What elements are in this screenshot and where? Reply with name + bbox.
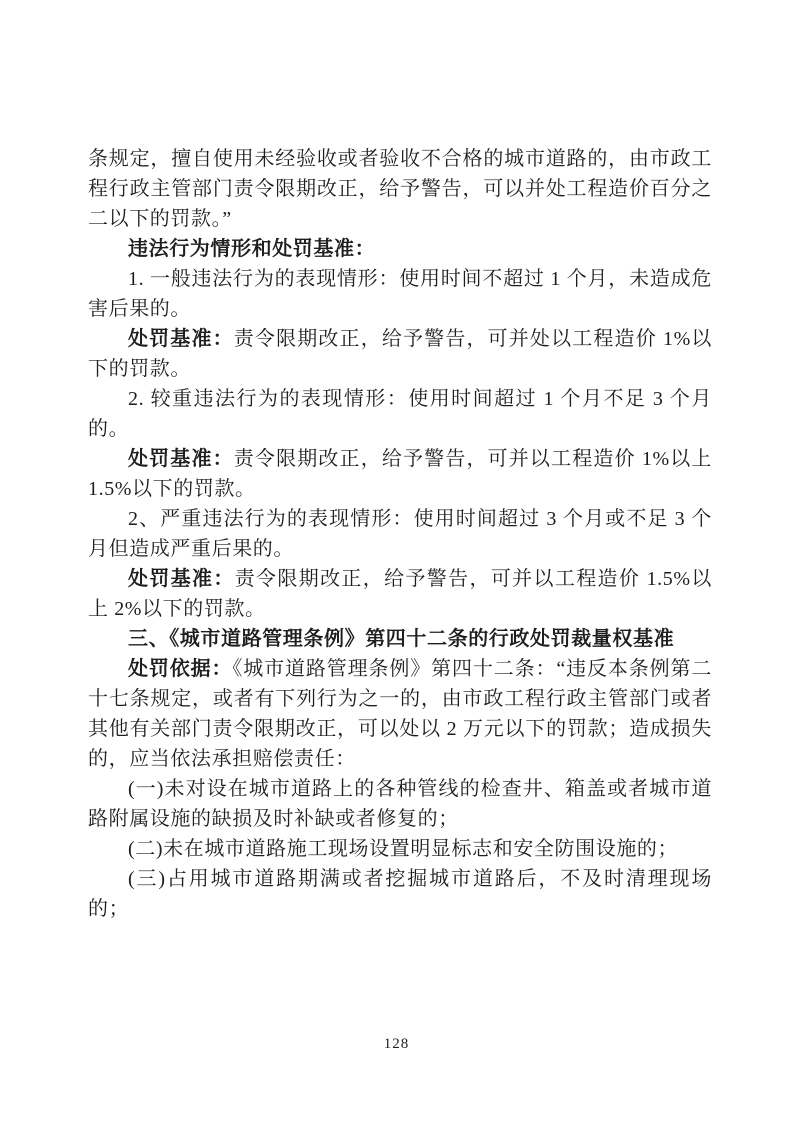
item-general-violation: [88, 264, 712, 324]
page-number: 128: [383, 1036, 410, 1052]
paragraph-text: (一)未对设在城市道路上的各种管线的检查井、箱盖或者城市道路附属设施的缺损及时补缺或者修复的；: [88, 778, 712, 830]
penalty-standard-2: [88, 444, 712, 504]
paragraph-text: 责令限期改正，给予警告，可并以工程造价 1%以上 1.5%以下的罚款。: [88, 448, 713, 500]
text-block: [88, 144, 712, 924]
bold-label: 处罚基准：: [128, 568, 235, 590]
bold-subheading-text: 违法行为情形和处罚基准：: [128, 238, 376, 260]
paragraph-text: 2、严重违法行为的表现情形：使用时间超过 3 个月或不足 3 个月但造成严重后果的。: [88, 508, 712, 560]
list-item-1: [88, 774, 712, 834]
bold-label: 处罚依据：: [128, 658, 233, 680]
penalty-standard-1: [88, 324, 712, 384]
paragraph-text: 2. 较重违法行为的表现情形：使用时间超过 1 个月不足 3 个月的。: [88, 388, 712, 440]
paragraph-text: 责令限期改正，给予警告，可并以工程造价 1.5%以上 2%以下的罚款。: [88, 568, 712, 620]
list-item-3: [88, 864, 712, 924]
paragraph-text: (三)占用城市道路期满或者挖掘城市道路后，不及时清理现场的；: [88, 868, 712, 920]
paragraph-text: 1. 一般违法行为的表现情形：使用时间不超过 1 个月，未造成危害后果的。: [88, 268, 712, 320]
item-serious-violation: [88, 504, 712, 564]
penalty-standard-3: [88, 564, 712, 624]
paragraph-text: 《城市道路管理条例》第四十二条：“违反本条例第二十七条规定，或者有下列行为之一的，由市政工程行政主管部门或者其他有关部门责令限期改正，可以处以 2 万元以下的罚款；造成损失的，应当依法承担赔偿责任：: [88, 658, 713, 770]
penalty-basis-paragraph: [88, 654, 712, 774]
bold-section-heading-text: 三、《城市道路管理条例》第四十二条的行政处罚裁量权基准: [128, 628, 675, 650]
body-paragraph-continuation: [88, 144, 712, 234]
paragraph-text: 责令限期改正，给予警告，可并处以工程造价 1%以下的罚款。: [88, 328, 713, 380]
paragraph-text: 条规定，擅自使用未经验收或者验收不合格的城市道路的，由市政工程行政主管部门责令限期改正，给予警告，可以并处工程造价百分之二以下的罚款。”: [88, 148, 712, 230]
list-item-2: [88, 834, 712, 864]
paragraph-text: (二)未在城市道路施工现场设置明显标志和安全防围设施的；: [128, 838, 679, 860]
item-moderate-violation: [88, 384, 712, 444]
section-heading-three: [88, 624, 712, 654]
bold-label: 处罚基准：: [128, 328, 234, 350]
bold-label: 处罚基准：: [128, 448, 234, 470]
subheading-violation-penalty-standard: [88, 234, 712, 264]
